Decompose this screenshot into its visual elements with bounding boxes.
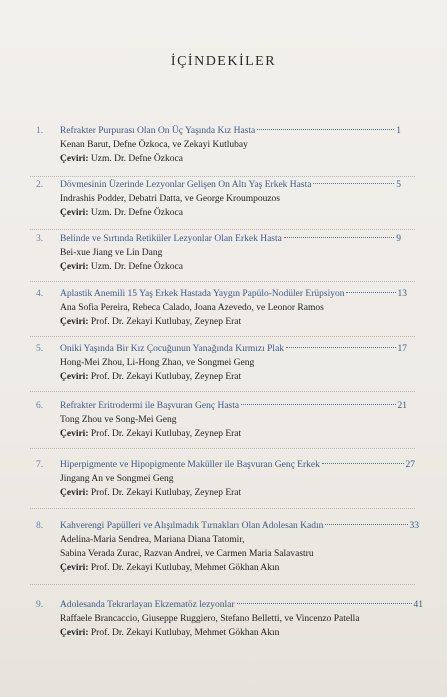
entry-authors: Ana Sofia Pereira, Rebeca Calado, Joana Azevedo, ve Leonor Ramos [60,303,324,313]
entry-title-row[interactable] [60,178,401,192]
entry-title-row[interactable] [60,519,419,533]
translator-label: Çeviri: [60,628,89,638]
entry-number: 9. [36,600,44,610]
entry-translator [60,260,407,274]
entry-title: Refrakter Eritrodermi ile Başvuran Genç Hasta [60,401,240,411]
leader-dots [313,183,394,184]
translator-label: Çeviri: [60,429,89,439]
entry-page-number: 17 [397,344,407,354]
translator-name: Prof. Dr. Zekayi Kutlubay, Zeynep Erat [90,488,242,498]
entry-page-number: 27 [405,460,415,470]
entry-number: 1. [36,126,44,136]
entry-number: 3. [36,234,44,244]
translator-name: Prof. Dr. Zekayi Kutlubay, Zeynep Erat [90,429,242,439]
translator-label: Çeviri: [60,563,89,573]
entry-translator [60,152,407,166]
leader-dots [322,463,404,464]
entry-number: 5. [36,344,44,354]
entry-title-row[interactable] [60,287,407,301]
entry-authors: Adelina-Maria Sendrea, Mariana Diana Tatomir, [60,535,245,545]
entry-authors: Raffaele Brancaccio, Giuseppe Ruggiero, Stefano Belletti, ve Vincenzo Patella [60,614,360,624]
entry-page-number: 33 [409,521,419,531]
entry-title: Belinde ve Sırtında Retiküler Lezyonlar Olan Erkek Hasta [60,234,282,244]
divider [30,229,415,230]
entry-page-number: 13 [397,289,407,299]
entry-authors: Jingang An ve Songmei Geng [60,474,174,484]
leader-dots [286,347,395,348]
page-title: İÇİNDEKİLER [170,54,277,69]
entry-page-number: 1 [396,126,401,136]
entry-title: Hiperpigmente ve Hipopigmente Maküller ile Başvuran Genç Erkek [60,460,320,470]
translator-name: Uzm. Dr. Defne Özkoca [90,208,183,218]
translator-name: Prof. Dr. Zekayi Kutlubay, Zeynep Erat [90,372,242,382]
divider [30,391,415,392]
leader-dots [257,129,394,130]
entry-authors-continued: Sabina Verada Zurac, Razvan Andrei, ve Carmen Maria Salavastru [60,549,314,559]
translator-name: Prof. Dr. Zekayi Kutlubay, Mehmet Gökhan Akın [90,628,280,638]
entry-translator [60,315,407,329]
entry-title-row[interactable] [60,124,401,138]
entry-translator [60,561,407,575]
entry-title: Aplastik Anemili 15 Yaş Erkek Hastada Yaygın Papülo-Nodüler Erüpsiyon [60,289,345,299]
entry-translator [60,370,407,384]
entry-number: 7. [36,460,44,470]
entry-translator [60,486,407,500]
entry-number: 8. [36,521,44,531]
entry-authors: Hong-Mei Zhou, Li-Hong Zhao, ve Songmei Geng [60,358,255,368]
entry-number: 4. [36,289,44,299]
entry-translator [60,206,407,220]
entry-title-row[interactable] [60,458,415,472]
translator-label: Çeviri: [60,372,89,382]
entry-title-row[interactable] [60,342,407,356]
translator-label: Çeviri: [60,208,89,218]
entry-title: Refrakter Purpurası Olan On Üç Yaşında Kız Hasta [60,126,256,136]
translator-label: Çeviri: [60,317,89,327]
entry-title: Adolesanda Tekrarlayan Ekzematöz lezyonlar [60,600,235,610]
entry-authors: Bei-xue Jiang ve Lin Dang [60,248,163,258]
entry-title: Oniki Yaşında Bir Kız Çocuğunun Yanağında Kırmızı Plak [60,344,285,354]
entry-translator [60,626,407,640]
divider [30,281,415,282]
translator-name: Uzm. Dr. Defne Özkoca [90,262,183,272]
entry-authors: Kenan Barut, Defne Özkoca, ve Zekayi Kutlubay [60,140,248,150]
entry-authors: Tong Zhou ve Song-Mei Geng [60,415,177,425]
translator-label: Çeviri: [60,154,89,164]
divider [30,176,415,177]
leader-dots [284,237,394,238]
entry-number: 2. [36,180,44,190]
entry-page-number: 41 [413,600,423,610]
entry-title-row[interactable] [60,399,407,413]
entry-page-number: 21 [397,401,407,411]
divider [30,584,415,585]
leader-dots [346,292,395,293]
translator-name: Uzm. Dr. Defne Özkoca [90,154,183,164]
leader-dots [325,524,407,525]
translator-name: Prof. Dr. Zekayi Kutlubay, Zeynep Erat [90,317,242,327]
entry-title: Kahverengi Papülleri ve Alışılmadık Tırnakları Olan Adolesan Kadın [60,521,324,531]
entry-page-number: 5 [396,180,401,190]
entry-title-row[interactable] [60,598,423,612]
entry-translator [60,427,407,441]
translator-name: Prof. Dr. Zekayi Kutlubay, Mehmet Gökhan Akın [90,563,280,573]
translator-label: Çeviri: [60,262,89,272]
divider [30,336,415,337]
divider [30,448,415,449]
leader-dots [241,404,395,405]
entry-authors: Indrashis Podder, Debatri Datta, ve George Kroumpouzos [60,194,280,204]
entry-title-row[interactable] [60,232,401,246]
entry-number: 6. [36,401,44,411]
entry-title: Dövmesinin Üzerinde Lezyonlar Gelişen On Altı Yaş Erkek Hasta [60,180,312,190]
leader-dots [237,603,412,604]
translator-label: Çeviri: [60,488,89,498]
entry-page-number: 9 [396,234,401,244]
divider [30,508,415,509]
